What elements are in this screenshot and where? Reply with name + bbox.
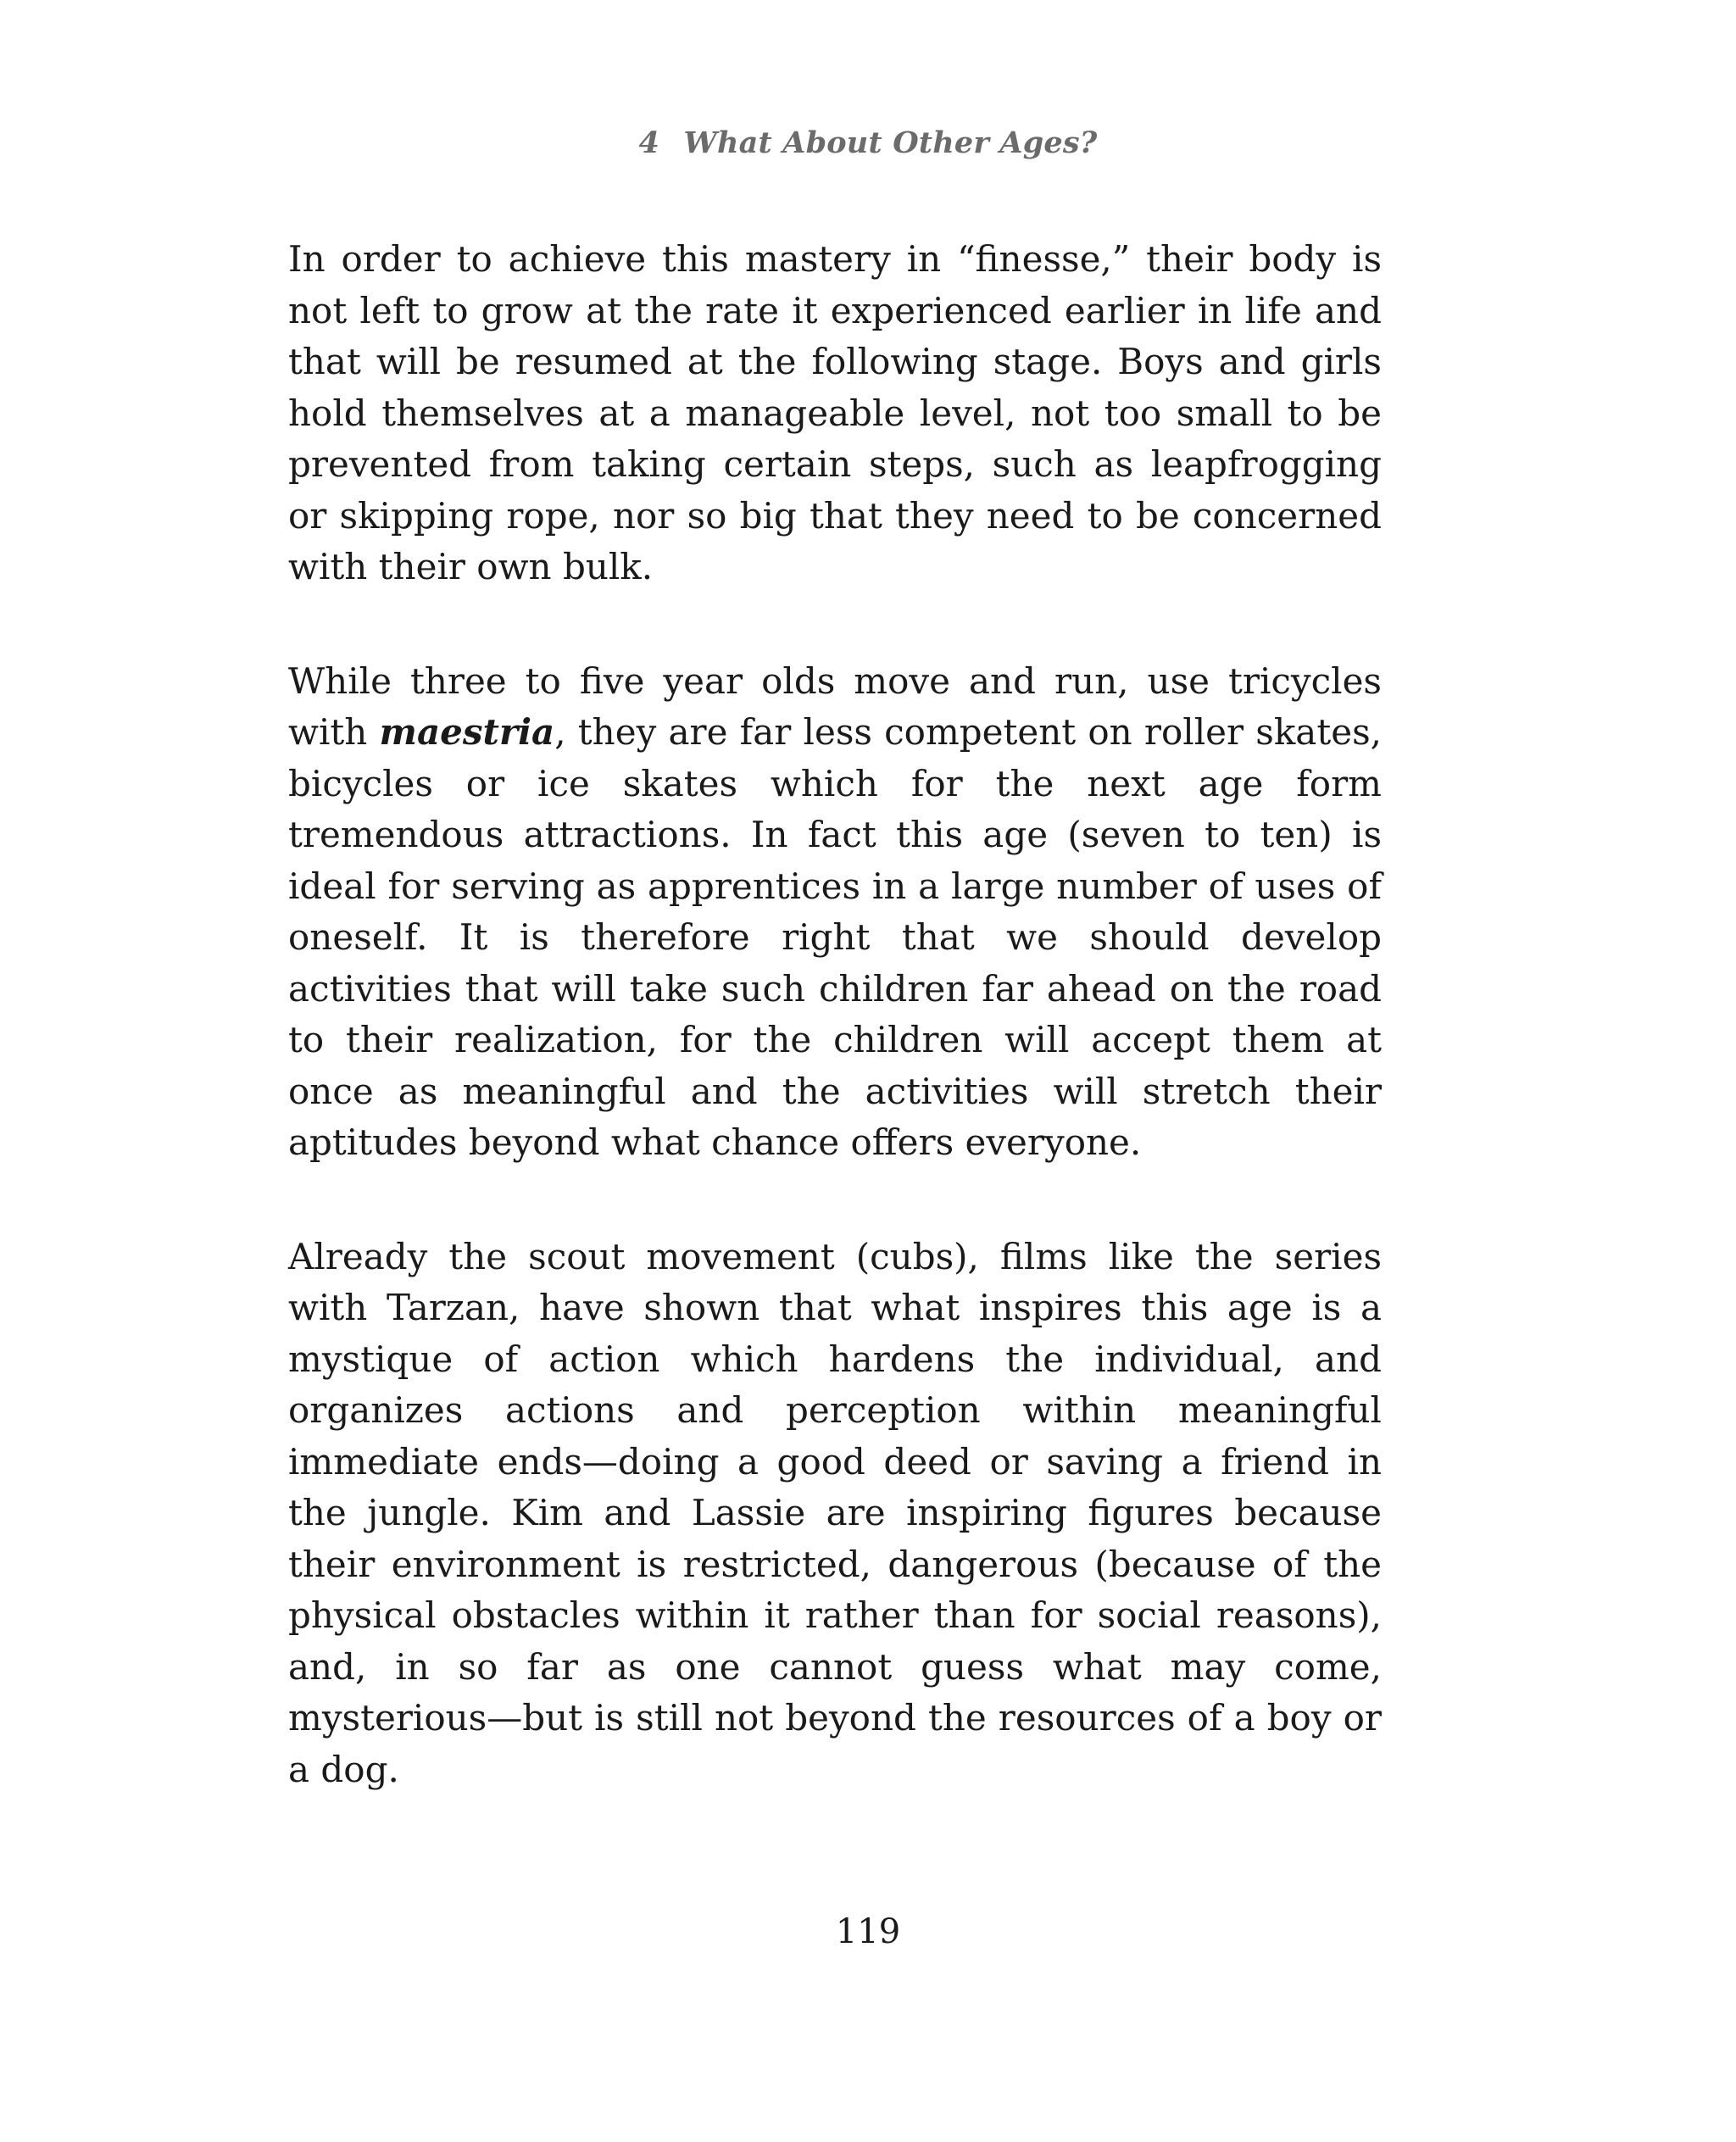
- paragraph-2-text-start: While three to five year olds move and run, use tricycles with: [288, 659, 1382, 753]
- body-text: [288, 234, 1382, 1858]
- chapter-title: What About Other Ages?: [683, 125, 1098, 160]
- page-number: 119: [835, 1912, 901, 1951]
- emphasis-maestria: maestria: [379, 711, 555, 753]
- paragraph-2: [288, 656, 1382, 1169]
- paragraph-3: Already the scout movement (cubs), films like the series with Tarzan, have shown that what inspires this age is a mystique of action which hardens the individual, and organizes actions and perception within meaningful immediate ends—doing a good deed or saving a friend in the jungle. Kim and Lassie are inspiring figures because their environment is restricted, dangerous (because of the physical obstacles within it rather than for social reasons), and, in so far as one cannot guess what may come, mysterious—but is still not beyond the resources of a boy or a dog.: [288, 1235, 1382, 1790]
- chapter-number: 4: [638, 125, 660, 160]
- running-head: [0, 125, 1736, 160]
- paragraph-2-text-end: , they are far less competent on roller skates, bicycles or ice skates which for the next age form tremendous attractions. In fact this age (seven to ten) is ideal for serving as apprentices in a large number of uses of oneself. It is therefore right that we should develop activities that will take such children far ahead on the road to their realization, for the children will accept them at once as meaningful and the activities will stretch their aptitudes beyond what chance offers everyone.: [288, 711, 1382, 1163]
- paragraph-1: In order to achieve this mastery in “finesse,” their body is not left to grow at the rate it experienced earlier in life and that will be resumed at the following stage. Boys and girls hold themselves at a manageable level, not too small to be prevented from taking certain steps, such as leapfrogging or skipping rope, nor so big that they need to be concerned with their own bulk.: [288, 238, 1382, 587]
